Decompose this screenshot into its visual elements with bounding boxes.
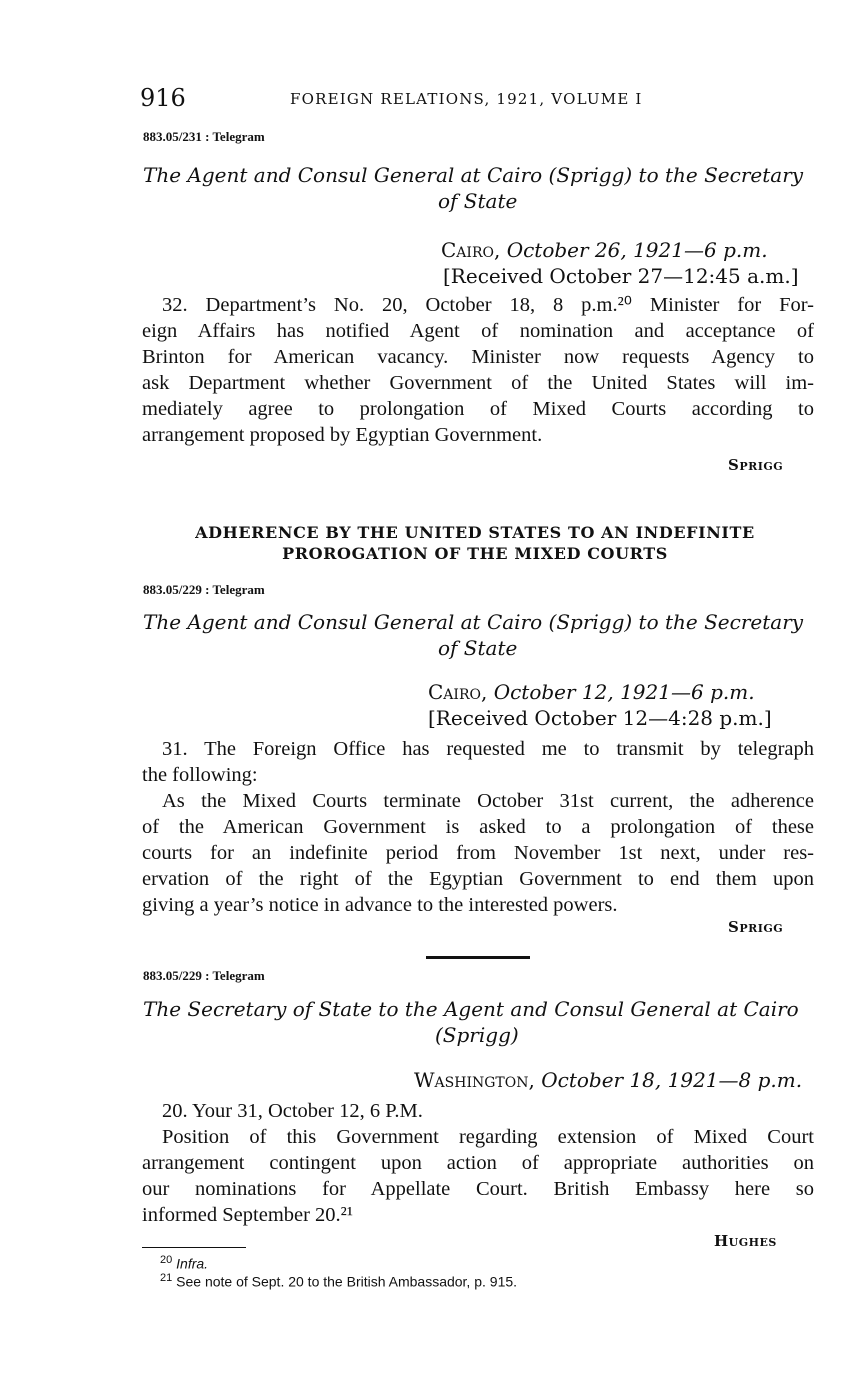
text-line: informed September 20.²¹	[142, 1204, 353, 1226]
document-title: The Agent and Consul General at Cairo (Sprigg) to the Secretary	[143, 163, 804, 187]
footnote-marker: 21	[160, 1272, 173, 1284]
section-heading-line: ADHERENCE BY THE UNITED STATES TO AN INDEFINITE	[195, 523, 755, 542]
text-line: As the Mixed Courts terminate October 31st current, the adherence	[162, 790, 814, 812]
page-number: 916	[140, 84, 186, 112]
footnote-rule	[142, 1247, 246, 1248]
dateline	[414, 1068, 802, 1092]
paragraph	[142, 736, 814, 788]
text-line: Position of this Government regarding extension of Mixed Court	[162, 1126, 814, 1148]
text-line: ervation of the right of the Egyptian Government to end them upon	[142, 868, 814, 890]
dateline-place: Cairo,	[428, 680, 488, 704]
signature: Hughes	[714, 1232, 777, 1250]
text-line: mediately agree to prolongation of Mixed Courts according to	[142, 398, 814, 420]
text-line: giving a year’s notice in advance to the interested powers.	[142, 894, 618, 916]
dateline-place: Cairo,	[441, 238, 501, 262]
text-line: our nominations for Appellate Court. British Embassy here so	[142, 1178, 814, 1200]
dateline	[441, 238, 768, 262]
text-line: 31. The Foreign Office has requested me to transmit by telegraph	[162, 738, 814, 760]
text-line: courts for an indefinite period from November 1st next, under res-	[142, 842, 814, 864]
section-heading	[150, 522, 800, 564]
paragraph	[142, 1098, 814, 1124]
dateline	[428, 680, 755, 704]
footnote-text: Infra.	[176, 1255, 209, 1272]
divider-rule	[426, 956, 530, 959]
running-title: FOREIGN RELATIONS, 1921, VOLUME I	[290, 90, 643, 108]
document-title-continued: (Sprigg)	[435, 1023, 519, 1047]
footnote-marker: 20	[160, 1254, 173, 1266]
text-line: the following:	[142, 764, 258, 786]
paragraph	[142, 292, 814, 448]
received-line: [Received October 12—4:28 p.m.]	[428, 706, 772, 730]
text-line: 32. Department’s No. 20, October 18, 8 p.m.²⁰ Minister for For-	[162, 294, 814, 316]
dateline-date: October 12, 1921—6 p.m.	[493, 680, 755, 704]
file-reference: 883.05/229 : Telegram	[143, 582, 265, 597]
text-line: eign Affairs has notified Agent of nomination and acceptance of	[142, 320, 814, 342]
footnote-text: See note of Sept. 20 to the British Ambassador, p. 915.	[176, 1273, 518, 1290]
text-line: of the American Government is asked to a prolongation of these	[142, 816, 814, 838]
paragraph	[142, 1124, 814, 1228]
document-title-continued: of State	[438, 636, 518, 660]
dateline-place: Washington,	[414, 1068, 535, 1092]
received-line: [Received October 27—12:45 a.m.]	[443, 264, 799, 288]
document-title: The Agent and Consul General at Cairo (Sprigg) to the Secretary	[143, 610, 804, 634]
text-line: ask Department whether Government of the United States will im-	[142, 372, 814, 394]
dateline-date: October 26, 1921—6 p.m.	[506, 238, 768, 262]
footnote	[160, 1254, 208, 1272]
document-title: The Secretary of State to the Agent and Consul General at Cairo	[143, 997, 799, 1021]
text-line: arrangement contingent upon action of appropriate authorities on	[142, 1152, 814, 1174]
signature: Sprigg	[728, 918, 784, 936]
footnote	[160, 1272, 517, 1290]
file-reference: 883.05/229 : Telegram	[143, 968, 265, 983]
text-line: 20. Your 31, October 12, 6 P.M.	[162, 1100, 423, 1122]
document-title-continued: of State	[438, 189, 518, 213]
dateline-date: October 18, 1921—8 p.m.	[541, 1068, 803, 1092]
file-reference: 883.05/231 : Telegram	[143, 129, 265, 144]
text-line: arrangement proposed by Egyptian Government.	[142, 424, 543, 446]
section-heading-line: PROROGATION OF THE MIXED COURTS	[282, 544, 668, 563]
signature: Sprigg	[728, 456, 784, 474]
paragraph	[142, 788, 814, 918]
text-line: Brinton for American vacancy. Minister now requests Agency to	[142, 346, 814, 368]
